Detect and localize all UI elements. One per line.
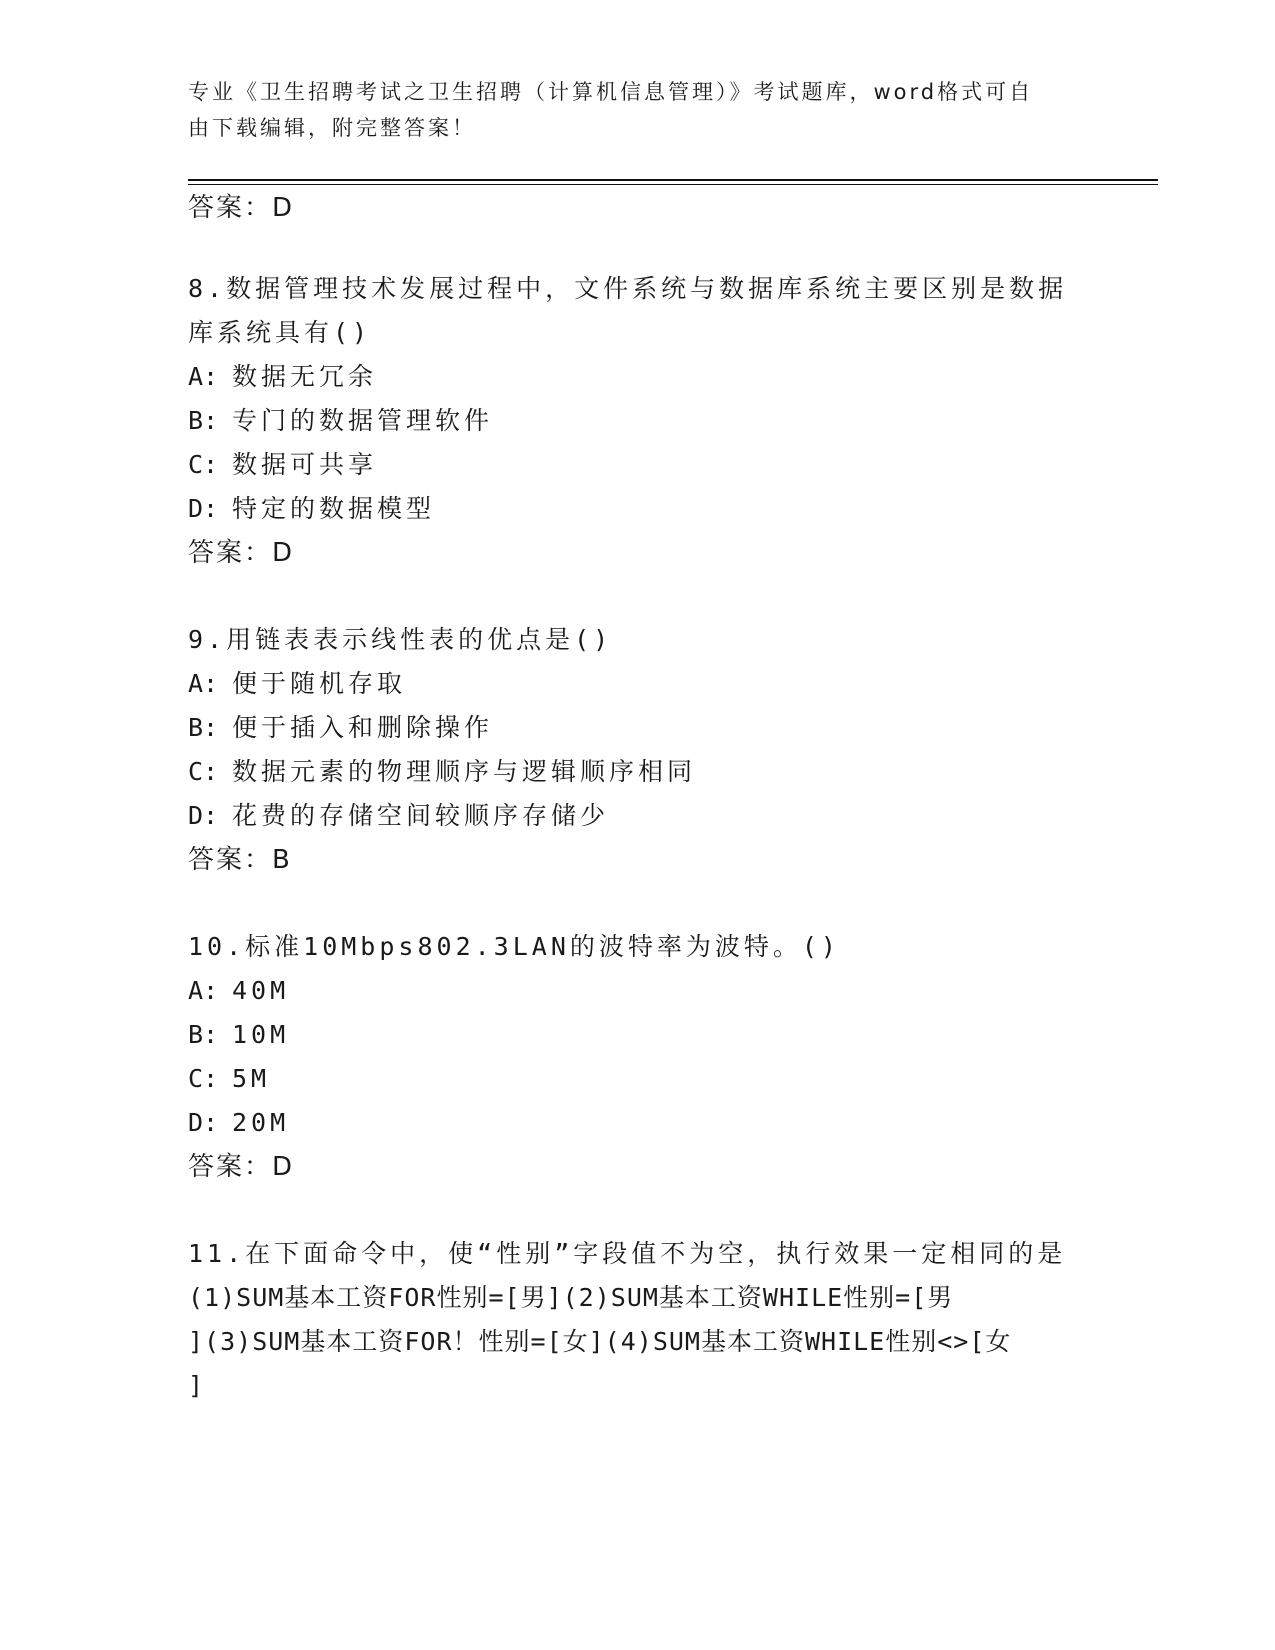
option-label: D: xyxy=(188,494,219,523)
option-text: 便于随机存取 xyxy=(232,669,407,698)
option-label: D: xyxy=(188,1108,219,1137)
option-text: 10M xyxy=(232,1020,290,1049)
question-8-option-d xyxy=(188,491,435,527)
option-label: B: xyxy=(188,406,219,435)
option-text: 便于插入和删除操作 xyxy=(232,713,494,742)
option-label: D: xyxy=(188,801,219,830)
option-text: 40M xyxy=(232,976,290,1005)
question-10-option-d xyxy=(188,1105,289,1141)
question-9-option-c xyxy=(188,754,696,790)
option-text: 特定的数据模型 xyxy=(232,494,436,523)
option-text: 专门的数据管理软件 xyxy=(232,406,494,435)
question-11-text-line-2: (1)SUM基本工资FOR性别=[男](2)SUM基本工资WHILE性别=[男 xyxy=(188,1283,954,1312)
option-label: B: xyxy=(188,1020,219,1049)
option-label: C: xyxy=(188,1064,219,1093)
document-header xyxy=(188,74,1088,146)
question-11-text-line-1: 11.在下面命令中，使“性别”字段值不为空，执行效果一定相同的是 xyxy=(188,1239,1067,1268)
option-label: A: xyxy=(188,976,219,1005)
header-divider-thick xyxy=(188,179,1158,181)
question-9-option-a xyxy=(188,666,406,702)
question-9-answer: 答案：B xyxy=(188,845,292,875)
question-10-option-c xyxy=(188,1061,270,1097)
question-8-option-c xyxy=(188,447,377,483)
option-label: C: xyxy=(188,757,219,786)
question-8-option-a xyxy=(188,359,377,395)
question-11-text-line-4: ] xyxy=(188,1371,208,1400)
question-10-option-b xyxy=(188,1017,289,1053)
option-label: C: xyxy=(188,450,219,479)
question-8-text-line-2: 库系统具有() xyxy=(188,318,372,347)
question-8-text-line-1: 8.数据管理技术发展过程中，文件系统与数据库系统主要区别是数据 xyxy=(188,274,1068,303)
question-11-text-line-3: ](3)SUM基本工资FOR！性别=[女](4)SUM基本工资WHILE性别<>[女 xyxy=(188,1327,1012,1356)
option-label: A: xyxy=(188,669,219,698)
answer-previous: 答案：D xyxy=(188,193,295,223)
option-label: A: xyxy=(188,362,219,391)
question-10-text-line-1: 10.标准10Mbps802.3LAN的波特率为波特。() xyxy=(188,932,840,961)
option-text: 5M xyxy=(232,1064,271,1093)
header-line-2: 由下载编辑，附完整答案！ xyxy=(188,116,476,140)
header-divider-thin xyxy=(188,184,1158,185)
question-9-option-d xyxy=(188,798,609,834)
question-9-option-b xyxy=(188,710,493,746)
question-8-answer: 答案：D xyxy=(188,538,295,568)
header-line-1: 专业《卫生招聘考试之卫生招聘（计算机信息管理）》考试题库，word格式可自 xyxy=(188,80,1034,104)
question-10-option-a xyxy=(188,973,289,1009)
option-text: 花费的存储空间较顺序存储少 xyxy=(232,801,610,830)
question-10-answer: 答案：D xyxy=(188,1152,295,1182)
option-text: 数据无冗余 xyxy=(232,362,378,391)
question-9-text-line-1: 9.用链表表示线性表的优点是() xyxy=(188,625,613,654)
option-text: 数据元素的物理顺序与逻辑顺序相同 xyxy=(232,757,697,786)
option-text: 数据可共享 xyxy=(232,450,378,479)
option-text: 20M xyxy=(232,1108,290,1137)
question-8-option-b xyxy=(188,403,493,439)
option-label: B: xyxy=(188,713,219,742)
